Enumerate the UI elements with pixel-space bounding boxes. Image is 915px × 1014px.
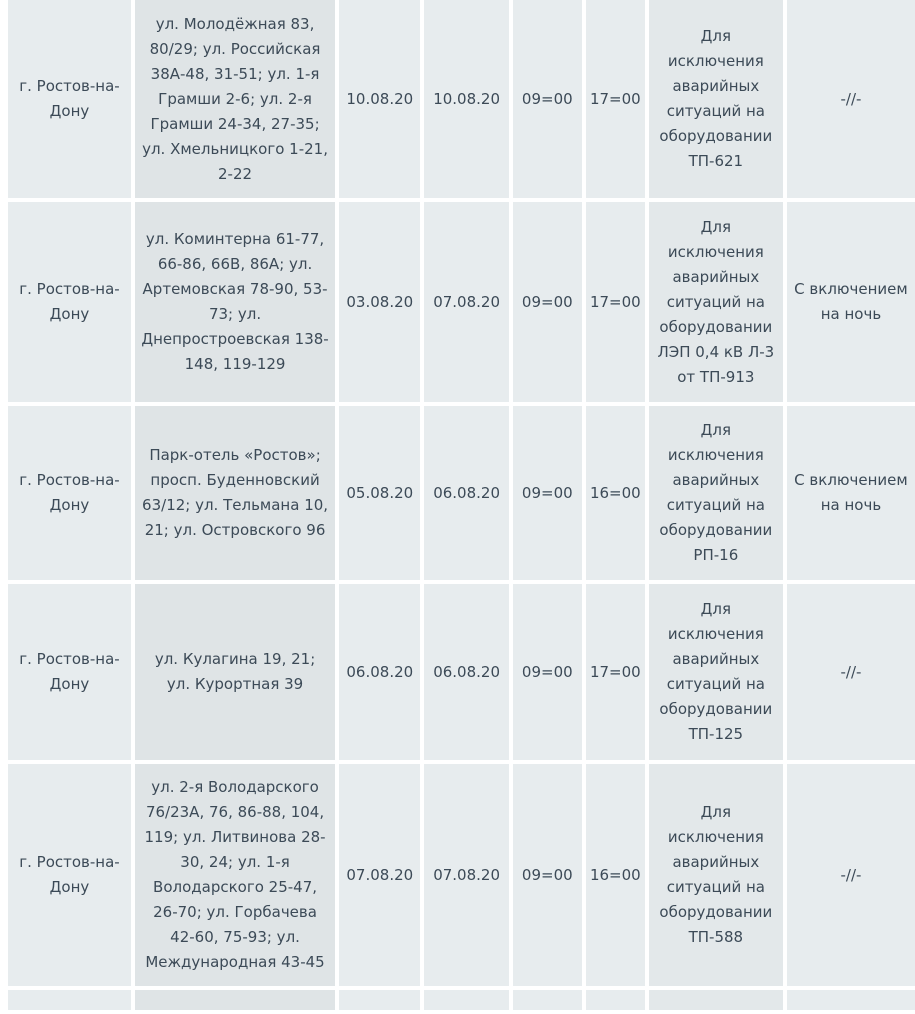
start-time-cell xyxy=(513,990,582,1010)
table-row xyxy=(8,406,915,580)
table-row xyxy=(8,764,915,986)
outage-schedule-table xyxy=(4,0,915,1014)
end-date-cell: 07.08.20 xyxy=(424,202,508,402)
start-date-cell: 03.08.20 xyxy=(339,202,420,402)
city-cell xyxy=(8,990,131,1010)
address-cell xyxy=(135,990,335,1010)
start-date-cell: 05.08.20 xyxy=(339,406,420,580)
city-cell: г. Ростов-на-Дону xyxy=(8,406,131,580)
address-cell: ул. Коминтерна 61-77, 66-86, 66В, 86А; ул. Артемовская 78-90, 53-73; ул. Днепростроевская 138-148, 119-129 xyxy=(135,202,335,402)
city-cell: г. Ростов-на-Дону xyxy=(8,202,131,402)
start-time-cell: 09=00 xyxy=(513,0,582,198)
reason-cell xyxy=(649,990,783,1010)
end-date-cell: 06.08.20 xyxy=(424,584,508,760)
start-date-cell xyxy=(339,990,420,1010)
table-row xyxy=(8,202,915,402)
end-time-cell: 16=00 xyxy=(586,764,645,986)
end-time-cell: 17=00 xyxy=(586,584,645,760)
table-row-partial xyxy=(8,990,915,1010)
start-date-cell: 06.08.20 xyxy=(339,584,420,760)
address-cell: ул. Кулагина 19, 21; ул. Курортная 39 xyxy=(135,584,335,760)
end-time-cell: 16=00 xyxy=(586,406,645,580)
note-cell: -//- xyxy=(787,584,915,760)
address-cell: ул. 2-я Володарского 76/23А, 76, 86-88, 104, 119; ул. Литвинова 28-30, 24; ул. 1-я Володарского 25-47, 26-70; ул. Горбачева 42-60, 75-93; ул. Международная 43-45 xyxy=(135,764,335,986)
end-time-cell: 17=00 xyxy=(586,202,645,402)
city-cell: г. Ростов-на-Дону xyxy=(8,764,131,986)
end-date-cell: 06.08.20 xyxy=(424,406,508,580)
city-cell: г. Ростов-на-Дону xyxy=(8,584,131,760)
note-cell: -//- xyxy=(787,764,915,986)
reason-cell: Для исключения аварийных ситуаций на оборудовании РП-16 xyxy=(649,406,783,580)
reason-cell: Для исключения аварийных ситуаций на оборудовании ЛЭП 0,4 кВ Л-3 от ТП-913 xyxy=(649,202,783,402)
reason-cell: Для исключения аварийных ситуаций на оборудовании ТП-125 xyxy=(649,584,783,760)
address-cell: ул. Молодёжная 83, 80/29; ул. Российская 38А-48, 31-51; ул. 1-я Грамши 2-6; ул. 2-я Грамши 24-34, 27-35; ул. Хмельницкого 1-21, 2-22 xyxy=(135,0,335,198)
reason-cell: Для исключения аварийных ситуаций на оборудовании ТП-621 xyxy=(649,0,783,198)
start-time-cell: 09=00 xyxy=(513,584,582,760)
end-time-cell xyxy=(586,990,645,1010)
reason-cell: Для исключения аварийных ситуаций на оборудовании ТП-588 xyxy=(649,764,783,986)
start-time-cell: 09=00 xyxy=(513,406,582,580)
start-time-cell: 09=00 xyxy=(513,764,582,986)
table-row xyxy=(8,0,915,198)
start-date-cell: 07.08.20 xyxy=(339,764,420,986)
end-date-cell xyxy=(424,990,508,1010)
end-date-cell: 07.08.20 xyxy=(424,764,508,986)
end-time-cell: 17=00 xyxy=(586,0,645,198)
note-cell xyxy=(787,990,915,1010)
city-cell: г. Ростов-на-Дону xyxy=(8,0,131,198)
table-row xyxy=(8,584,915,760)
start-date-cell: 10.08.20 xyxy=(339,0,420,198)
note-cell: С включением на ночь xyxy=(787,202,915,402)
end-date-cell: 10.08.20 xyxy=(424,0,508,198)
address-cell: Парк-отель «Ростов»; просп. Буденновский 63/12; ул. Тельмана 10, 21; ул. Островского 96 xyxy=(135,406,335,580)
start-time-cell: 09=00 xyxy=(513,202,582,402)
note-cell: С включением на ночь xyxy=(787,406,915,580)
note-cell: -//- xyxy=(787,0,915,198)
